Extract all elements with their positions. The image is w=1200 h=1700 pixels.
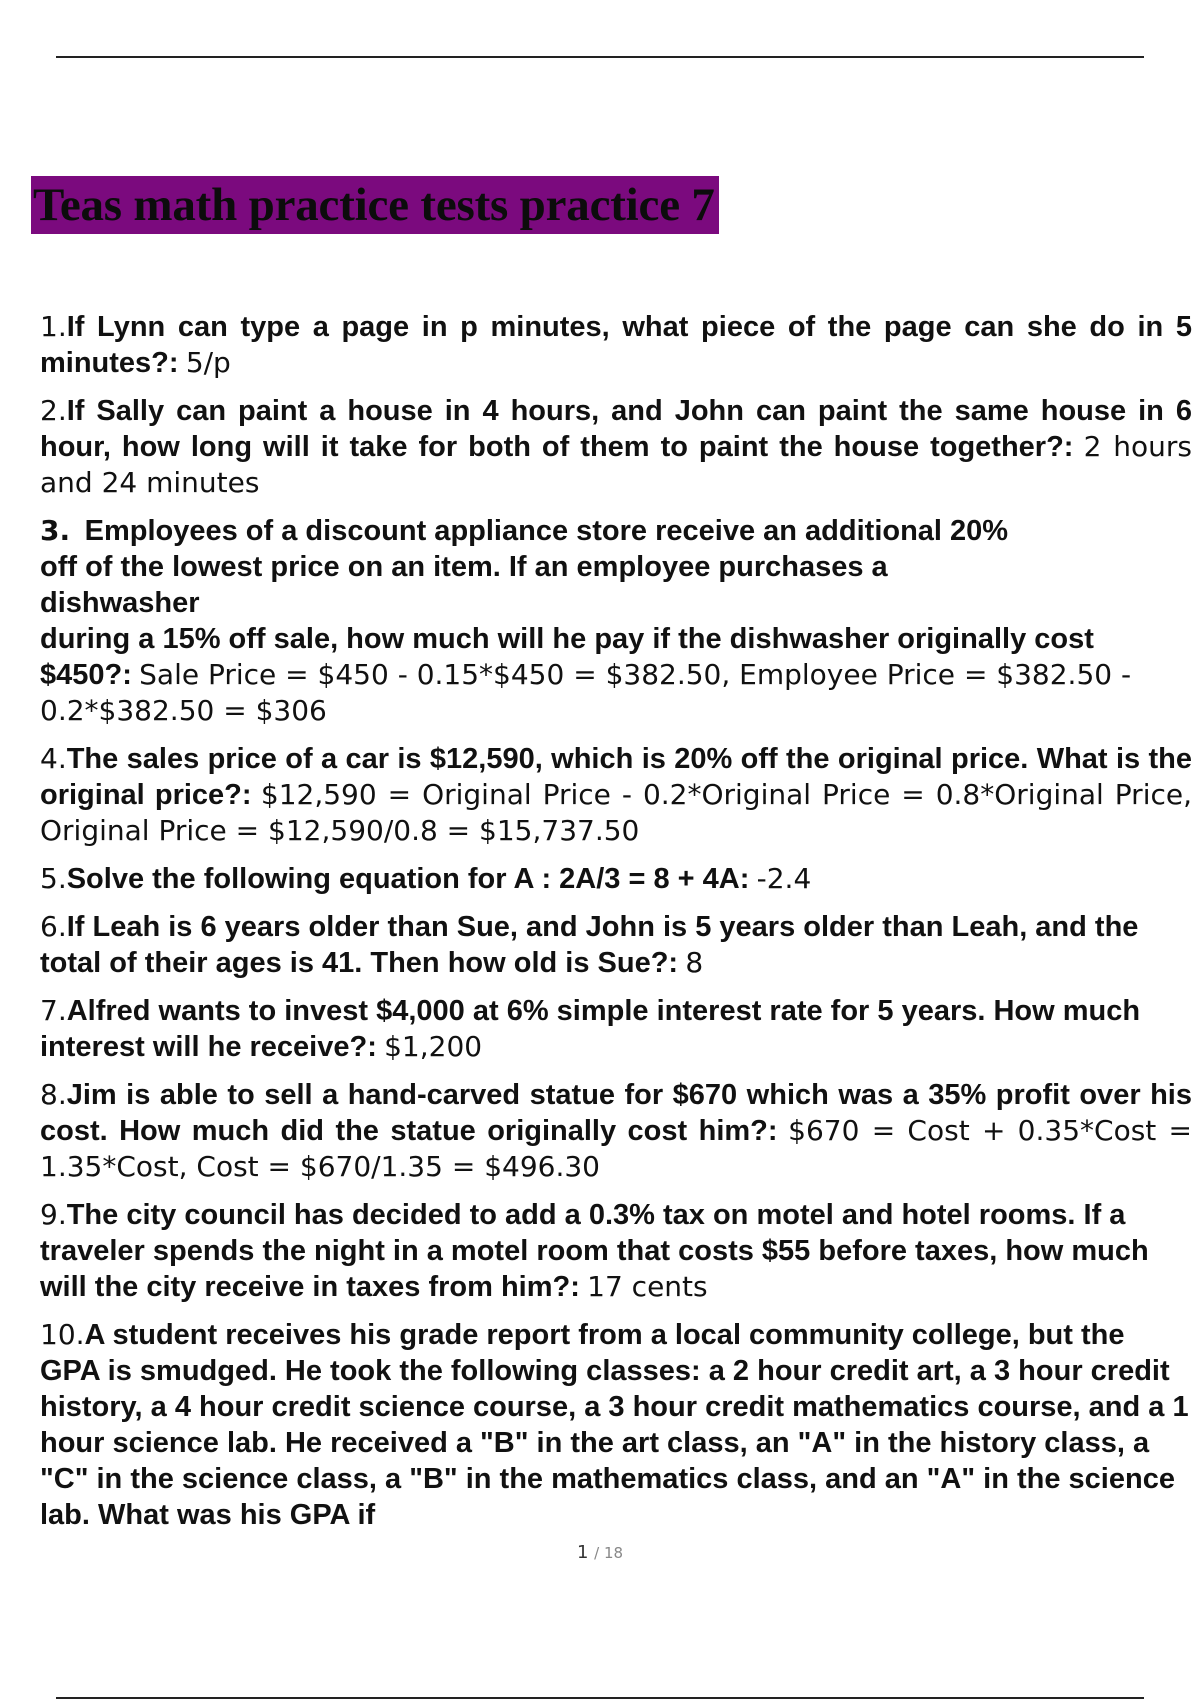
question-text: A student receives his grade report from a local community college, but the GPA is smudged. He took the following classes: a 2 hour credit art, a 3 hour credit history, a 4 hour credit science course, a 3 hour credit mathematics course, and a 1 hour science lab. He received a "B" in the art class, an "A" in the history class, a "C" in the science class, a "B" in the mathematics class, and an "A" in the science lab. What was his GPA if — [40, 1319, 1189, 1531]
question-text: The city council has decided to add a 0.3% tax on motel and hotel rooms. If a traveler spends the night in a motel room that costs $55 before taxes, how much will the city receive in taxes from him?: — [40, 1199, 1149, 1303]
question-text: dishwasher — [40, 587, 200, 619]
question-item — [40, 993, 1192, 1065]
total-pages: / 18 — [594, 1544, 624, 1562]
question-number: 3. — [40, 514, 71, 547]
question-number: 10. — [40, 1318, 85, 1351]
question-text: If Sally can paint a house in 4 hours, and John can paint the same house in 6 hour, how long will it take for both of them to paint the house together?: — [40, 395, 1192, 463]
question-text: The sales price of a car is $12,590, which is 20% off the original price. What is the original price?: — [40, 743, 1192, 811]
question-text: Jim is able to sell a hand-carved statue for $670 which was a 35% profit over his cost. How much did the statue originally cost him?: — [40, 1079, 1192, 1147]
title-highlight — [31, 176, 719, 234]
question-text: Solve the following equation for A : 2A/3 = 8 + 4A: — [66, 863, 750, 895]
question-number: 8. — [40, 1078, 67, 1111]
question-text: If Lynn can type a page in p minutes, what piece of the page can she do in 5 minutes?: — [40, 311, 1192, 379]
answer-text: 5/p — [185, 346, 231, 379]
question-number: 7. — [40, 994, 67, 1027]
question-text: Alfred wants to invest $4,000 at 6% simple interest rate for 5 years. How much interest will he receive?: — [40, 995, 1141, 1063]
question-text: Employees of a discount appliance store receive an additional 20% — [84, 515, 1009, 547]
page-title: Teas math practice tests practice 7 — [33, 179, 715, 231]
question-text: during a 15% off sale, how much will he pay if the dishwasher originally cost — [40, 623, 1094, 655]
question-item — [40, 909, 1192, 981]
question-number: 5. — [40, 862, 67, 895]
answer-text: $1,200 — [384, 1030, 483, 1063]
question-number: 1. — [40, 310, 67, 343]
answer-text: Sale Price = $450 - 0.15*$450 = $382.50, Employee Price = $382.50 - 0.2*$382.50 = $306 — [40, 658, 1132, 727]
answer-text: $670 = Cost + 0.35*Cost = 1.35*Cost, Cost = $670/1.35 = $496.30 — [40, 1114, 1193, 1183]
question-number: 6. — [40, 910, 67, 943]
top-divider — [56, 56, 1144, 58]
answer-text: 8 — [685, 946, 704, 979]
answer-text: $12,590 = Original Price - 0.2*Original Price = 0.8*Original Price, Original Price = $12,590/0.8 = $15,737.50 — [40, 778, 1192, 847]
question-item — [40, 1077, 1192, 1185]
answer-text: 17 cents — [587, 1270, 708, 1303]
question-number: 9. — [40, 1198, 67, 1231]
question-item — [40, 1197, 1192, 1305]
question-text: $450?: — [40, 659, 132, 691]
current-page: 1 — [576, 1542, 589, 1563]
question-item — [40, 513, 1200, 729]
question-text: off of the lowest price on an item. If an employee purchases a — [40, 551, 888, 583]
question-item — [40, 309, 1192, 381]
question-item — [40, 1317, 1192, 1533]
answer-text: 2 hours and 24 minutes — [40, 430, 1193, 499]
question-item — [40, 861, 1192, 897]
answer-text: -2.4 — [756, 862, 812, 895]
question-item — [40, 393, 1192, 501]
question-number: 4. — [40, 742, 67, 775]
page-indicator — [0, 1542, 1200, 1563]
question-item — [40, 741, 1192, 849]
question-number: 2. — [40, 394, 67, 427]
question-list — [40, 309, 1192, 1545]
bottom-divider — [56, 1697, 1144, 1699]
question-text: If Leah is 6 years older than Sue, and John is 5 years older than Leah, and the total of their ages is 41. Then how old is Sue?: — [40, 911, 1139, 979]
